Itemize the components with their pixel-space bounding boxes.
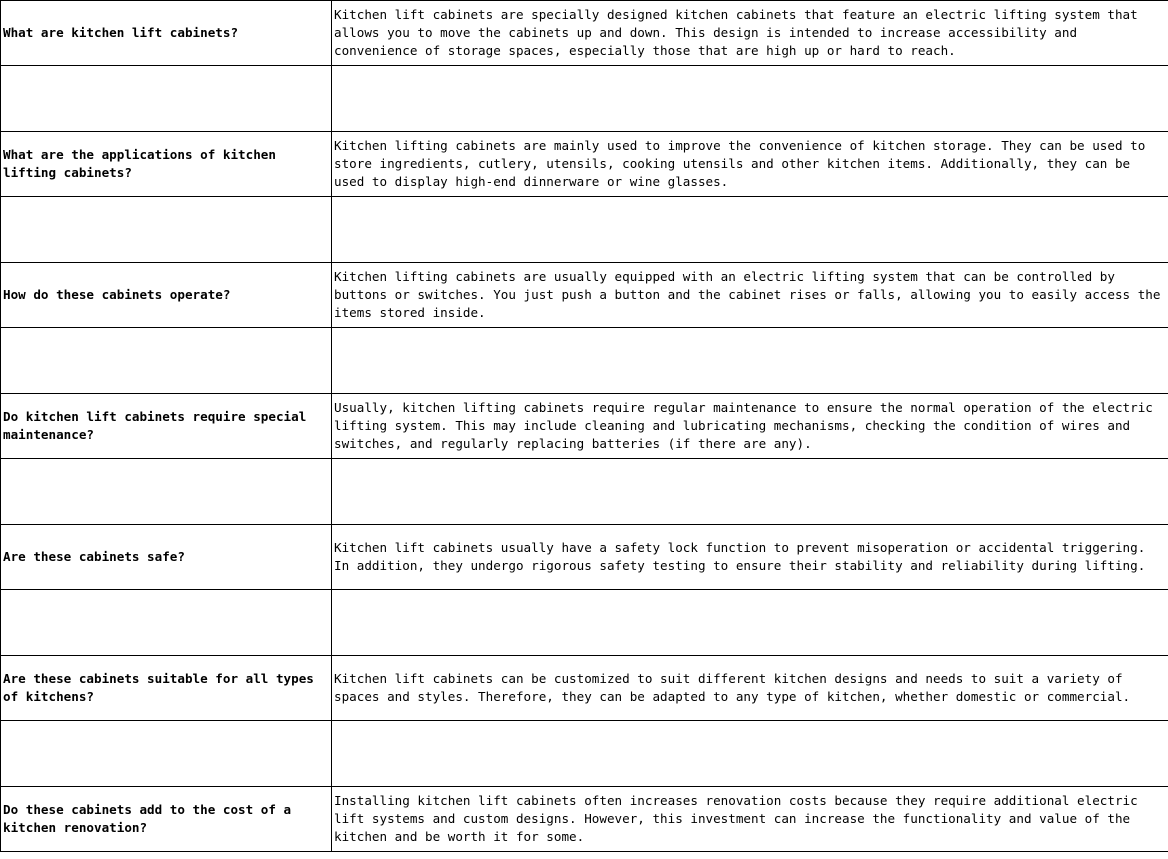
answer-cell: Installing kitchen lift cabinets often increases renovation costs because they require additional electric lift systems and custom designs. However, this investment can increase the functionality and value of the kitchen and be worth it for some. <box>332 787 1168 852</box>
answer-cell: Kitchen lifting cabinets are mainly used to improve the convenience of kitchen storage. They can be used to store ingredients, cutlery, utensils, cooking utensils and other kitchen items. Additionally, they can be used to display high-end dinnerware or wine glasses. <box>332 132 1168 197</box>
empty-row <box>1 66 1168 132</box>
empty-cell <box>332 590 1168 656</box>
question-cell: How do these cabinets operate? <box>1 263 332 328</box>
empty-cell <box>1 66 332 132</box>
empty-cell <box>332 328 1168 394</box>
empty-cell <box>1 328 332 394</box>
empty-cell <box>332 721 1168 787</box>
faq-row <box>1 525 1168 590</box>
question-cell: What are kitchen lift cabinets? <box>1 1 332 66</box>
faq-row <box>1 132 1168 197</box>
answer-cell: Kitchen lift cabinets usually have a safety lock function to prevent misoperation or accidental triggering. In addition, they undergo rigorous safety testing to ensure their stability and reliability during lifting. <box>332 525 1168 590</box>
empty-row <box>1 721 1168 787</box>
faq-row <box>1 1 1168 66</box>
empty-row <box>1 328 1168 394</box>
question-cell: Do kitchen lift cabinets require special maintenance? <box>1 394 332 459</box>
empty-cell <box>332 197 1168 263</box>
empty-row <box>1 197 1168 263</box>
question-cell: What are the applications of kitchen lifting cabinets? <box>1 132 332 197</box>
question-cell: Are these cabinets safe? <box>1 525 332 590</box>
answer-cell: Kitchen lift cabinets are specially designed kitchen cabinets that feature an electric lifting system that allows you to move the cabinets up and down. This design is intended to increase accessibility and convenience of storage spaces, especially those that are high up or hard to reach. <box>332 1 1168 66</box>
empty-cell <box>332 459 1168 525</box>
faq-row <box>1 394 1168 459</box>
answer-cell: Kitchen lifting cabinets are usually equipped with an electric lifting system that can be controlled by buttons or switches. You just push a button and the cabinet rises or falls, allowing you to easily access the items stored inside. <box>332 263 1168 328</box>
faq-row <box>1 656 1168 721</box>
question-cell: Do these cabinets add to the cost of a kitchen renovation? <box>1 787 332 852</box>
empty-cell <box>332 66 1168 132</box>
faq-row <box>1 787 1168 852</box>
faq-row <box>1 263 1168 328</box>
empty-cell <box>1 590 332 656</box>
empty-row <box>1 590 1168 656</box>
question-cell: Are these cabinets suitable for all types of kitchens? <box>1 656 332 721</box>
answer-cell: Usually, kitchen lifting cabinets require regular maintenance to ensure the normal operation of the electric lifting system. This may include cleaning and lubricating mechanisms, checking the condition of wires and switches, and regularly replacing batteries (if there are any). <box>332 394 1168 459</box>
empty-cell <box>1 721 332 787</box>
empty-cell <box>1 459 332 525</box>
empty-cell <box>1 197 332 263</box>
empty-row <box>1 459 1168 525</box>
answer-cell: Kitchen lift cabinets can be customized to suit different kitchen designs and needs to suit a variety of spaces and styles. Therefore, they can be adapted to any type of kitchen, whether domestic or commercial. <box>332 656 1168 721</box>
